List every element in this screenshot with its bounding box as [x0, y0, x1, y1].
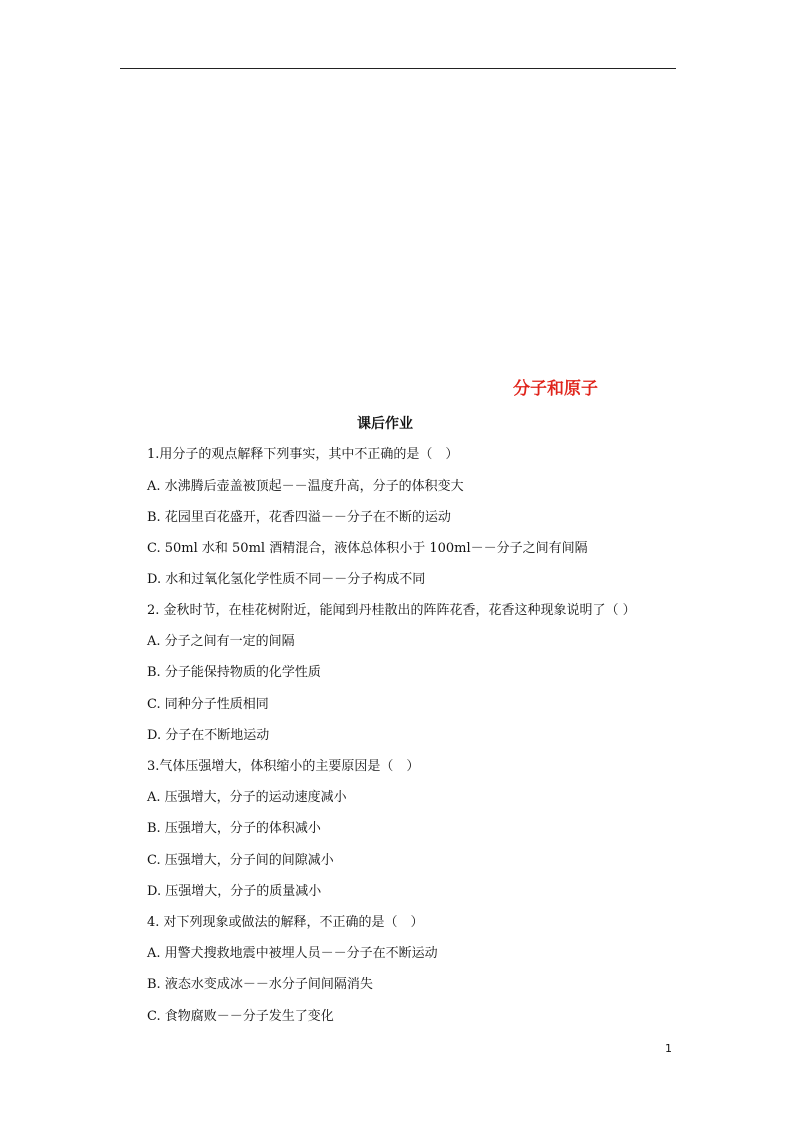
document-title: 分子和原子 [513, 379, 598, 399]
question-1-option-d: D. 水和过氧化氢化学性质不同－－分子构成不同 [147, 572, 426, 587]
question-4-option-c: C. 食物腐败－－分子发生了变化 [147, 1009, 334, 1024]
question-1-stem: 1.用分子的观点解释下列事实，其中不正确的是（ ） [147, 447, 459, 462]
section-subtitle: 课后作业 [357, 416, 413, 432]
question-1-option-a: A. 水沸腾后壶盖被顶起－－温度升高，分子的体积变大 [147, 479, 464, 494]
question-4-stem: 4. 对下列现象或做法的解释，不正确的是（ ） [147, 915, 424, 930]
question-2-option-b: B. 分子能保持物质的化学性质 [147, 665, 321, 680]
page-number: 1 [665, 1042, 672, 1055]
question-2-stem: 2. 金秋时节，在桂花树附近，能闻到丹桂散出的阵阵花香，花香这种现象说明了（ ） [147, 603, 636, 618]
question-2-option-d: D. 分子在不断地运动 [147, 728, 270, 743]
question-4-option-a: A. 用警犬搜救地震中被埋人员－－分子在不断运动 [147, 946, 438, 961]
question-1-option-c: C. 50ml 水和 50ml 酒精混合，液体总体积小于 100ml－－分子之间有间隔 [147, 541, 588, 556]
question-3-option-d: D. 压强增大，分子的质量减小 [147, 884, 322, 899]
question-4-option-b: B. 液态水变成冰－－水分子间间隔消失 [147, 977, 373, 992]
question-3-option-b: B. 压强增大，分子的体积减小 [147, 821, 321, 836]
question-2-option-a: A. 分子之间有一定的间隔 [147, 634, 295, 649]
question-2-option-c: C. 同种分子性质相同 [147, 697, 269, 712]
question-3-option-a: A. 压强增大，分子的运动速度减小 [147, 790, 347, 805]
question-1-option-b: B. 花园里百花盛开，花香四溢－－分子在不断的运动 [147, 510, 451, 525]
header-rule [120, 68, 676, 69]
question-3-stem: 3.气体压强增大，体积缩小的主要原因是（ ） [147, 759, 420, 774]
question-3-option-c: C. 压强增大，分子间的间隙减小 [147, 853, 334, 868]
